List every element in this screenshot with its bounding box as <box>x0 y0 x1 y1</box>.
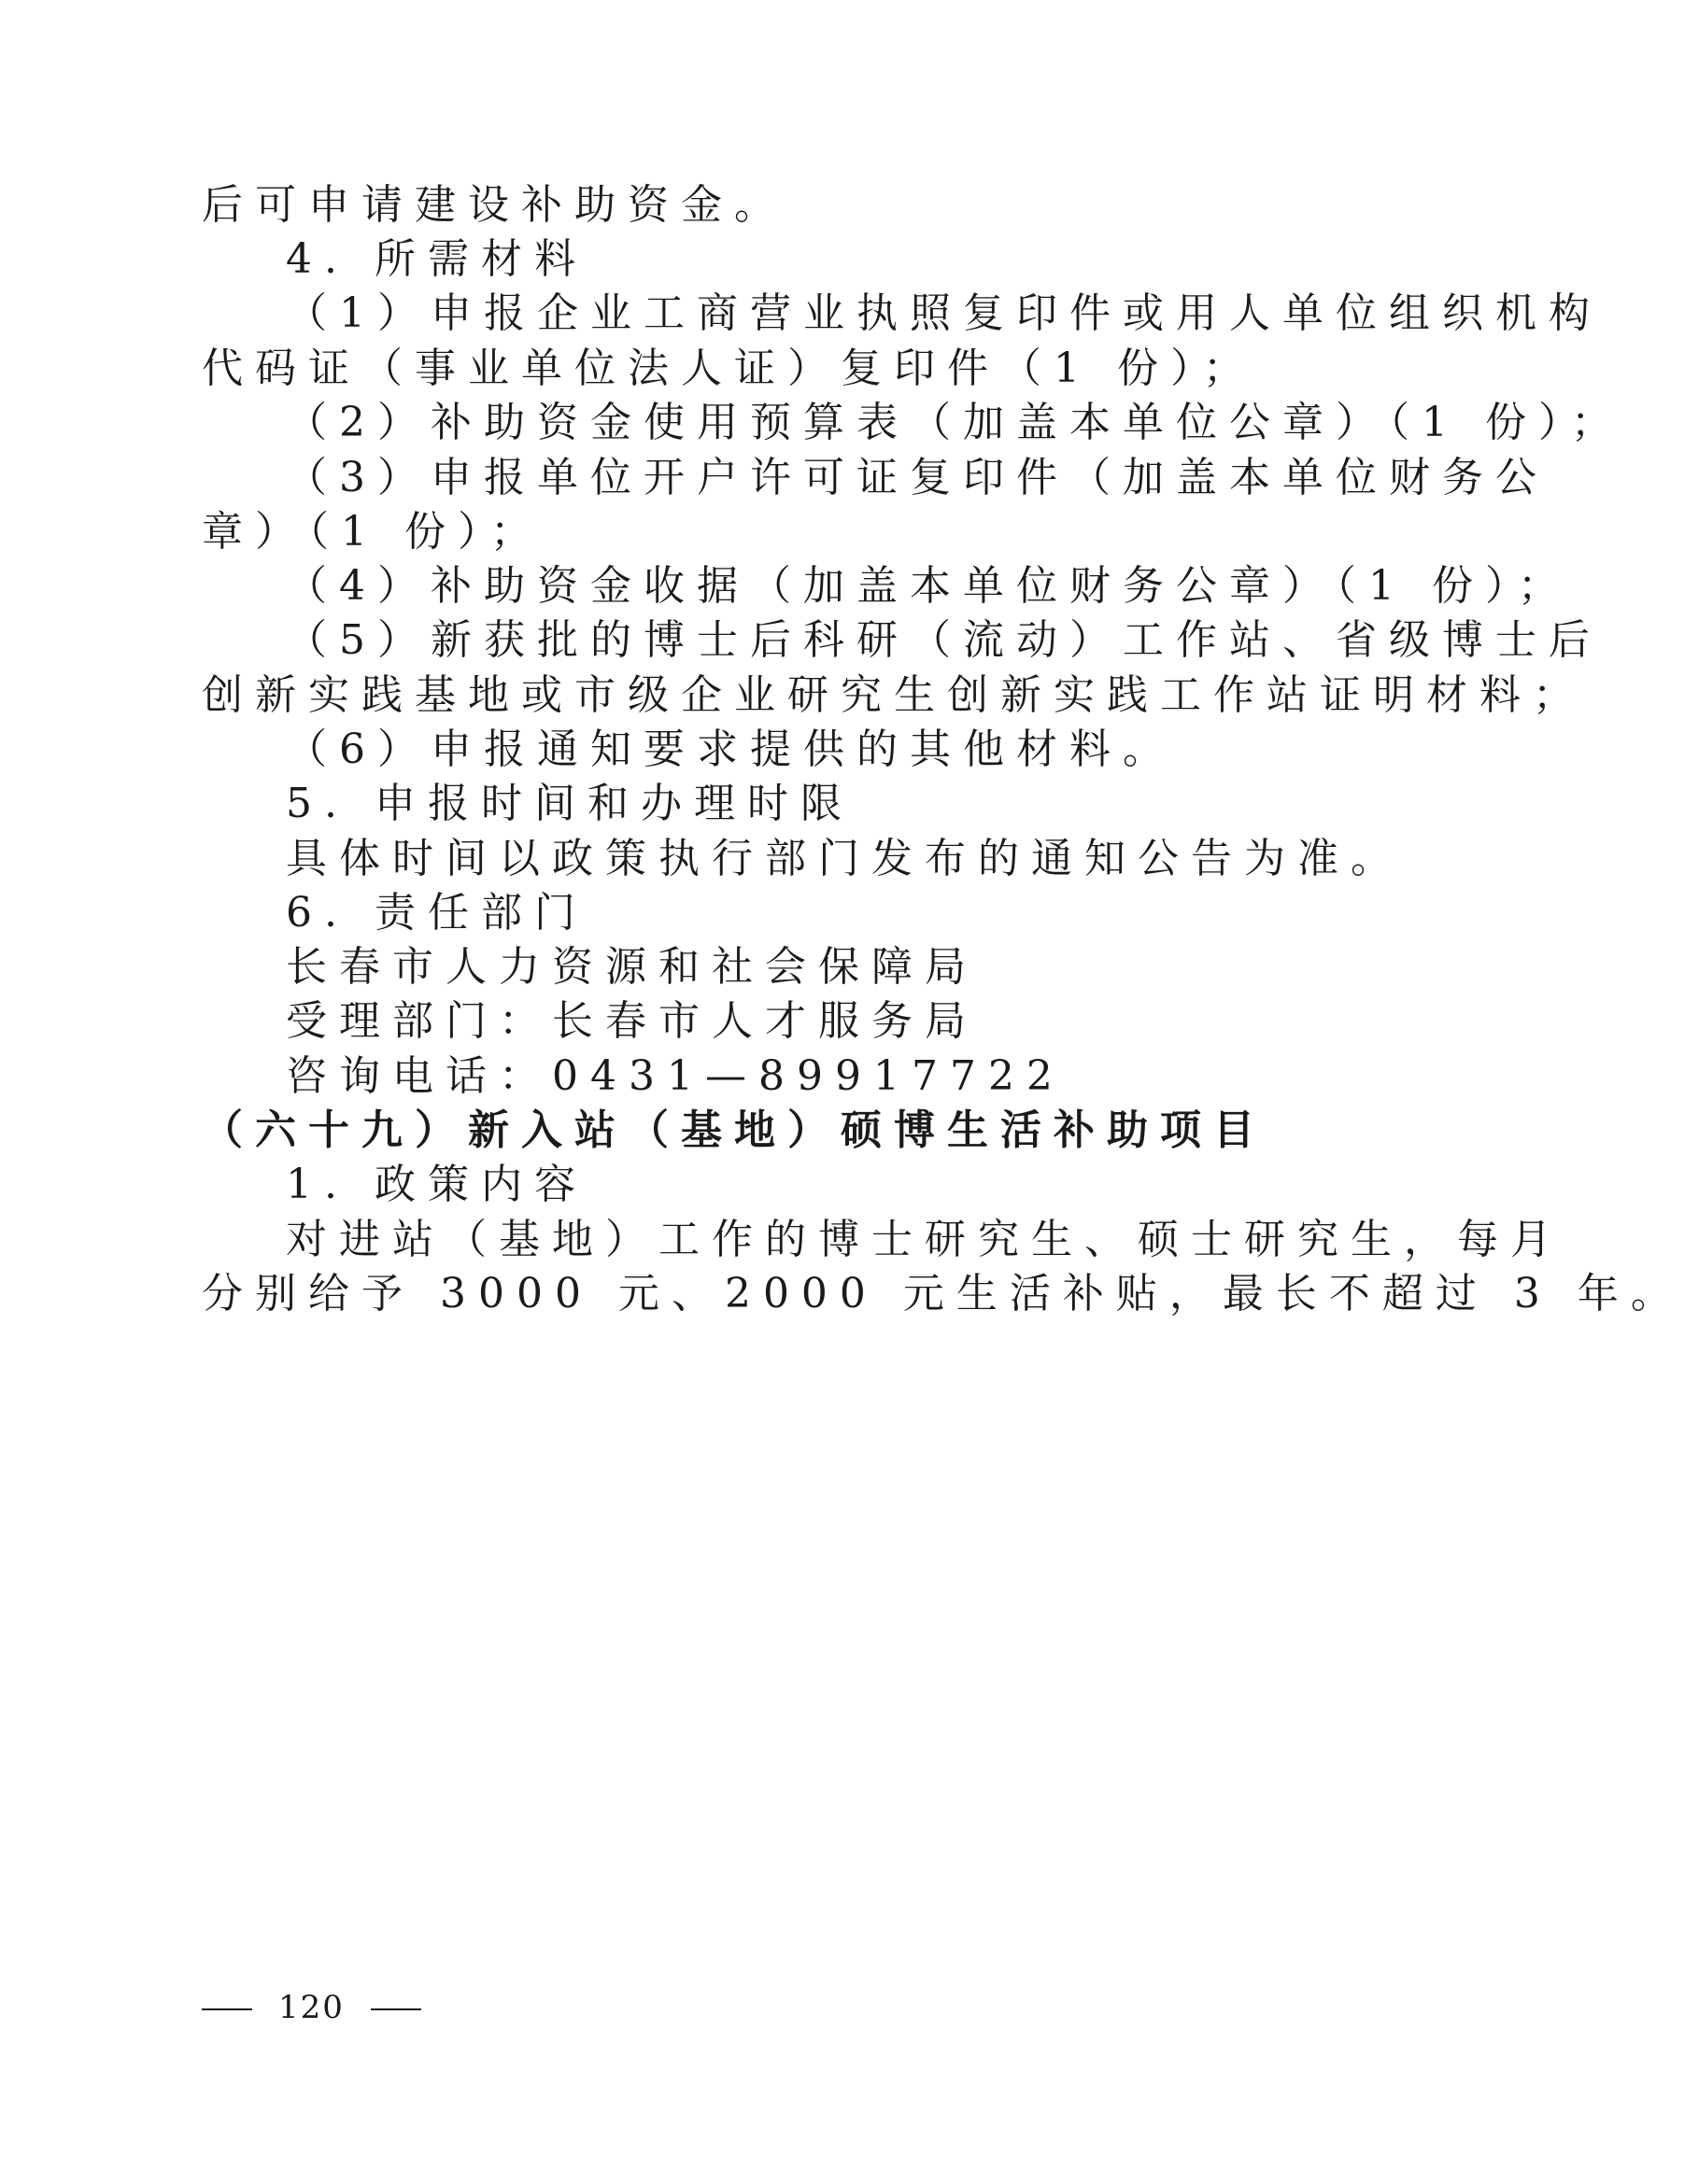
page-number <box>202 1989 421 2026</box>
material-item-3-continued: 章）（1 份）； <box>202 508 544 556</box>
material-item-5-continued: 创新实践基地或市级企业研究生创新实践工作站证明材料； <box>202 671 1586 719</box>
material-item-2: （2）补助资金使用预算表（加盖本单位公章）（1 份）； <box>286 399 1624 446</box>
section-heading-materials: 4. 所需材料 <box>286 235 587 283</box>
material-item-1: （1）申报企业工商营业执照复印件或用人单位组织机构 <box>286 289 1602 337</box>
accepting-department: 受理部门：长春市人才服务局 <box>286 997 978 1045</box>
project-heading-69: （六十九）新入站（基地）硕博生活补助项目 <box>202 1106 1267 1154</box>
paragraph-continuation: 后可申请建设补助资金。 <box>202 181 787 229</box>
page-number-dash-left <box>202 2008 252 2010</box>
material-item-1-continued: 代码证（事业单位法人证）复印件（1 份）； <box>202 345 1256 392</box>
material-item-4: （4）补助资金收据（加盖本单位财务公章）（1 份）； <box>286 562 1571 610</box>
page-number-dash-right <box>371 2008 421 2010</box>
material-item-6: （6）申报通知要求提供的其他材料。 <box>286 726 1176 773</box>
page-number-value: 120 <box>278 1989 345 2026</box>
policy-text-continued: 分别给予 3000 元、2000 元生活补贴，最长不超过 3 年。 <box>202 1270 1684 1317</box>
policy-text: 对进站（基地）工作的博士研究生、硕士研究生，每月 <box>286 1216 1564 1263</box>
material-item-3: （3）申报单位开户许可证复印件（加盖本单位财务公 <box>286 454 1549 501</box>
section-heading-deadline: 5. 申报时间和办理时限 <box>286 780 854 827</box>
responsible-department: 长春市人力资源和社会保障局 <box>286 943 978 991</box>
material-item-5: （5）新获批的博士后科研（流动）工作站、省级博士后 <box>286 616 1602 664</box>
contact-phone: 咨询电话：0431—89917722 <box>286 1052 1065 1100</box>
section-heading-policy: 1. 政策内容 <box>286 1161 587 1208</box>
section-heading-responsible: 6. 责任部门 <box>286 889 587 937</box>
deadline-text: 具体时间以政策执行部门发布的通知公告为准。 <box>286 835 1404 882</box>
